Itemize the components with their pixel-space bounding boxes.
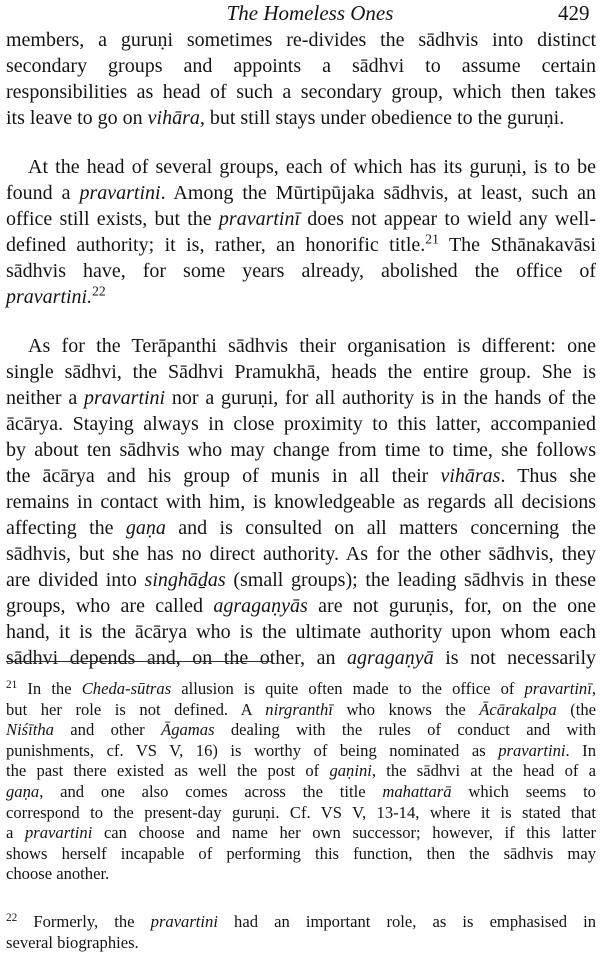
text-run: dealing with the rules of conduct and with: [214, 720, 597, 740]
text-run: is not necessarily: [433, 647, 597, 669]
text-run: sādhvis have, for some years already, abolished the office of: [6, 260, 596, 282]
text-run: At the head of several groups, each of which has its guruṇi, is to be: [28, 156, 596, 178]
text-line: [6, 105, 596, 131]
text-run: by about ten sādhvis who may change from time to time, she follows: [6, 439, 596, 461]
text-run: punishments, cf. VS V, 16) is worthy of being nominated as: [6, 740, 499, 760]
text-run: are divided into: [6, 569, 145, 591]
footnotes: [6, 679, 596, 953]
italic-term: pravartini: [498, 740, 566, 760]
italic-term: pravartini: [150, 911, 218, 931]
text-line: [6, 933, 596, 954]
text-run: remains in contact with him, is knowledgeable as regards all decisions: [6, 491, 596, 513]
footnote: [6, 912, 596, 953]
text-run: which seems to: [451, 781, 596, 801]
text-run: single sādhvi, the Sādhvi Pramukhā, heads the entire group. She is: [6, 361, 596, 383]
running-header-title: The Homeless Ones: [226, 1, 394, 25]
text-line: [6, 567, 596, 593]
italic-term: agragaṇyā: [346, 647, 434, 669]
text-line: [6, 761, 596, 782]
italic-term: Cheda-sūtras: [81, 679, 172, 698]
text-run: several biographies.: [6, 932, 139, 952]
text-run: . In: [565, 740, 596, 760]
text-line: [6, 437, 596, 463]
italic-term: Āgamas: [161, 720, 215, 740]
text-run: affecting the: [6, 517, 126, 539]
text-line: [6, 864, 596, 885]
text-line: [6, 912, 596, 933]
text-run: had an important role, as is emphasised in: [217, 911, 596, 931]
text-line: [6, 463, 596, 489]
italic-term: vihāra,: [147, 107, 205, 129]
text-line: [6, 700, 596, 721]
text-run: sādhvis, but she has no direct authority. As for the other sādhvis, they: [6, 543, 596, 565]
text-run: neither a: [6, 387, 84, 409]
text-line: [6, 679, 596, 700]
text-line: [6, 515, 596, 541]
italic-term: Niśītha: [6, 720, 54, 740]
page-number: 429: [558, 1, 590, 25]
italic-term: pravartinī: [218, 208, 301, 230]
text-run: the past there existed as well the post of: [6, 761, 330, 781]
italic-term: pravartini: [84, 387, 166, 409]
text-run: and other: [53, 720, 162, 740]
text-run: can choose and name her own successor; however, if this latter: [92, 823, 596, 843]
text-line: [6, 741, 596, 762]
text-line: [6, 284, 596, 310]
footnote-ref: 22: [6, 911, 18, 924]
text-line: [6, 844, 596, 865]
text-line: [6, 541, 596, 567]
text-line: [6, 593, 596, 619]
text-line: [6, 803, 596, 824]
footnote: [6, 679, 596, 885]
text-line: [6, 180, 596, 206]
italic-term: gaṇa: [6, 781, 40, 801]
text-run: hand, it is the ācārya who is the ultimate authority upon whom each: [6, 621, 596, 643]
paragraph: [6, 333, 596, 671]
text-line: [6, 206, 596, 232]
italic-term: vihāras: [440, 465, 501, 487]
text-run: responsibilities as head of such a secondary group, which then takes: [6, 81, 596, 103]
text-run: groups, who are called: [6, 595, 214, 617]
footnote-divider: [6, 661, 272, 662]
text-run: a: [6, 823, 25, 843]
text-run: does not appear to wield any well-: [300, 208, 597, 230]
text-run: , the sādhvi at the head of a: [371, 761, 597, 781]
text-run: and is consulted on all matters concerning the: [165, 517, 596, 539]
text-run: choose another.: [6, 864, 110, 884]
text-run: As for the Terāpanthi sādhvis their organisation is different: one: [28, 335, 596, 357]
text-run: . Among the Mūrtipūjaka sādhvis, at least, such an: [160, 182, 596, 204]
text-line: [6, 782, 596, 803]
text-line: [6, 79, 596, 105]
footnote-ref: 21: [425, 231, 439, 247]
italic-term: singhāḏas: [144, 569, 226, 591]
italic-term: nirgranthī: [265, 699, 333, 719]
text-run: who knows the: [332, 699, 480, 719]
italic-term: pravartinī: [524, 679, 592, 698]
text-run: correspond to the present-day guruṇi. Cf. VS V, 13-14, where it is stated that: [6, 802, 596, 822]
text-run: , and one also comes across the title: [39, 781, 383, 801]
text-run: (the: [556, 699, 596, 719]
text-run: (small groups); the leading sādhvis in these: [225, 569, 596, 591]
text-line: [6, 411, 596, 437]
text-line: [6, 232, 596, 258]
text-line: [6, 333, 596, 359]
italic-term: gaṇini: [329, 761, 372, 781]
text-run: the ācārya and his group of munis in all their: [6, 465, 441, 487]
text-line: [6, 359, 596, 385]
text-line: [6, 489, 596, 515]
main-text: [6, 27, 596, 671]
text-line: [6, 720, 596, 741]
text-run: secondary groups and appoints a sādhvi to assume certain: [6, 55, 596, 77]
footnote-ref: 22: [92, 283, 106, 299]
italic-term: mahattarā: [382, 781, 452, 801]
text-run: but still stays under obedience to the guruṇi.: [204, 107, 565, 129]
text-line: [6, 645, 596, 671]
italic-term: gaṇa: [125, 517, 166, 539]
text-run: defined authority; it is, rather, an honorific title.: [6, 234, 426, 256]
footnote-ref: 21: [6, 678, 18, 691]
text-run: are not guruṇis, for, on the one: [307, 595, 596, 617]
italic-term: pravartini: [25, 823, 93, 843]
italic-term: pravartini: [79, 182, 161, 204]
italic-term: agragaṇyās: [213, 595, 308, 617]
text-line: [6, 53, 596, 79]
text-line: [6, 154, 596, 180]
text-run: nor a guruṇi, for all authority is in the hands of the: [165, 387, 597, 409]
text-line: [6, 619, 596, 645]
italic-term: pravartini.: [6, 286, 93, 308]
text-run: ācārya. Staying always in close proximity to this latter, accompanied: [6, 413, 596, 435]
text-run: its leave to go on: [6, 107, 148, 129]
italic-term: Ācārakalpa: [479, 699, 557, 719]
paragraph: [6, 154, 596, 310]
text-line: [6, 385, 596, 411]
text-run: . Thus she: [500, 465, 596, 487]
text-run: ,: [591, 679, 596, 698]
text-line: [6, 27, 596, 53]
text-run: sādhvi depends and, on the other, an: [6, 647, 347, 669]
text-run: office still exists, but the: [6, 208, 219, 230]
text-run: The Sthānakavāsi: [438, 234, 597, 256]
text-run: Formerly, the: [17, 911, 151, 931]
paragraph: [6, 27, 596, 131]
text-line: [6, 823, 596, 844]
text-run: found a: [6, 182, 80, 204]
text-line: [6, 258, 596, 284]
text-run: but her role is not defined. A: [6, 699, 266, 719]
text-run: In the: [17, 679, 82, 698]
text-run: members, a guruṇi sometimes re-divides the sādhvis into distinct: [6, 29, 596, 51]
text-run: allusion is quite often made to the office of: [171, 679, 525, 698]
text-run: shows herself incapable of performing this function, then the sādhvis may: [6, 843, 596, 863]
